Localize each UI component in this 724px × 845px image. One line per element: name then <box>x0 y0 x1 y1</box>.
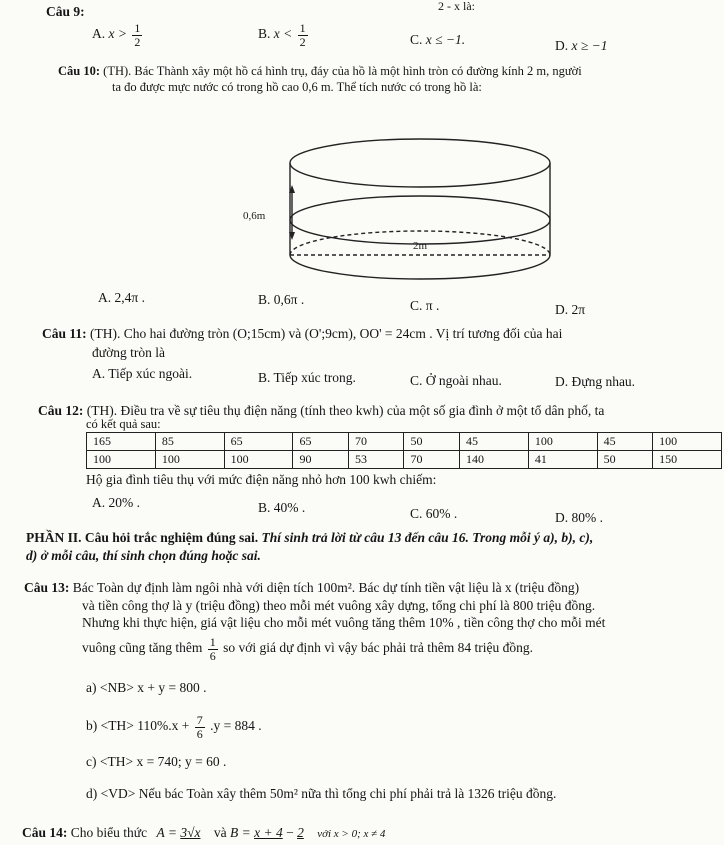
q10-option-a[interactable]: A. 2,4π . <box>98 290 145 305</box>
table-row <box>87 451 722 469</box>
q13-line1: Câu 13: Bác Toàn dự định làm ngôi nhà với diện tích 100m². Bác dự tính tiền vật liệu là x (triệu đồng) <box>24 580 580 595</box>
table-cell: 50 <box>404 433 460 451</box>
q12-line1: Câu 12: (TH). Điều tra về sự tiêu thụ điện năng (tính theo kwh) của một số gia đình ở một tổ dân phố, ta <box>38 403 605 418</box>
table-cell: 41 <box>528 451 597 469</box>
q11-option-c[interactable]: C. Ở ngoài nhau. <box>410 373 502 388</box>
table-cell: 150 <box>653 451 722 469</box>
q10-option-b[interactable]: B. 0,6π . <box>258 292 305 307</box>
table-row <box>87 433 722 451</box>
consumption-table <box>86 432 722 469</box>
table-cell: 100 <box>224 451 293 469</box>
table-cell: 70 <box>348 433 404 451</box>
height-label: 0,6m <box>243 210 266 222</box>
table-cell: 65 <box>224 433 293 451</box>
diameter-label: 2m <box>413 240 428 252</box>
q11-option-b[interactable]: B. Tiếp xúc trong. <box>258 370 356 385</box>
q11-option-a[interactable]: A. Tiếp xúc ngoài. <box>92 366 193 381</box>
table-cell: 45 <box>459 433 528 451</box>
q12-option-a[interactable]: A. 20% . <box>92 495 140 510</box>
q9-option-a[interactable]: A. x > $\frac{1}{2}$ <box>92 21 141 49</box>
table-cell: 165 <box>87 433 156 451</box>
q11-option-d[interactable]: D. Đựng nhau. <box>555 374 636 389</box>
cylinder-figure <box>235 125 585 300</box>
q11-line1: Câu 11: (TH). Cho hai đường tròn (O;15cm) và (O';9cm), OO' = 24cm . Vị trí tương đối của hai <box>42 326 563 341</box>
q10-line2: ta đo được mực nước có trong hồ cao 0,6 m. Thể tích nước có trong hồ là: <box>112 80 482 94</box>
table-cell: 100 <box>155 451 224 469</box>
table-cell: 100 <box>87 451 156 469</box>
q13-item-a[interactable]: a) <NB> x + y = 800 . <box>86 680 207 695</box>
q9-option-d[interactable]: D. x ≥ −1 <box>555 38 608 53</box>
table-cell: 90 <box>293 451 349 469</box>
q13-line3: Nhưng khi thực hiện, giá vật liệu cho mỗi mét vuông tăng thêm 10% , tiền công thợ cho mỗi mét <box>82 615 606 630</box>
q12-question: Hộ gia đình tiêu thụ với mức điện năng nhỏ hơn 100 kwh chiếm: <box>86 472 437 487</box>
q14-line: Câu 14: Cho biểu thức A = 3√x và B = x + 4 − 2 với x > 0; x ≠ 4 <box>22 825 386 840</box>
water-level-back-arc <box>290 196 550 220</box>
table-cell: 100 <box>528 433 597 451</box>
q10-line1: Câu 10: (TH). Bác Thành xây một hồ cá hình trụ, đáy của hồ là một hình tròn có đường kính 2 m, người <box>58 64 582 78</box>
table-cell: 45 <box>597 433 653 451</box>
cylinder-top-ellipse <box>290 139 550 187</box>
part2-line2: d) ở mỗi câu, thí sinh chọn đúng hoặc sai. <box>26 548 261 563</box>
table-cell: 70 <box>404 451 460 469</box>
q13-item-b[interactable]: b) <TH> 110%.x + $\frac{7}{6}$ .y = 884 . <box>86 713 262 741</box>
q9-option-c[interactable]: C. x ≤ −1. <box>410 32 466 47</box>
table-cell: 65 <box>293 433 349 451</box>
q13-line4: vuông cũng tăng thêm $\frac{1}{6}$ so với giá dự định vì vậy bác phải trả thêm 84 triệu đồng. <box>82 635 534 663</box>
q9-label: Câu 9: <box>46 4 85 19</box>
cylinder-bottom-front-arc <box>290 255 550 279</box>
table-cell: 53 <box>348 451 404 469</box>
q12-option-c[interactable]: C. 60% . <box>410 506 458 521</box>
q9-option-b[interactable]: B. x < $\frac{1}{2}$ <box>258 21 306 49</box>
q10-option-d[interactable]: D. 2π <box>555 302 586 317</box>
q11-line2: đường tròn là <box>92 345 165 360</box>
part2-heading: PHẦN II. Câu hỏi trắc nghiệm đúng sai. Thí sinh trả lời từ câu 13 đến câu 16. Trong mỗi ý a), b), c), <box>26 530 594 545</box>
table-cell: 140 <box>459 451 528 469</box>
table-cell: 100 <box>653 433 722 451</box>
q13-line2: và tiền công thợ là y (triệu đồng) theo mỗi mét vuông xây dựng, tổng chi phí là 800 triệu đồng. <box>82 598 596 613</box>
q12-option-b[interactable]: B. 40% . <box>258 500 306 515</box>
q13-item-d[interactable]: d) <VD> Nếu bác Toàn xây thêm 50m² nữa thì tổng chi phí phải trả là 1326 triệu đồng. <box>86 786 557 801</box>
q13-item-c[interactable]: c) <TH> x = 740; y = 60 . <box>86 754 227 769</box>
q9-top-fragment: 2 - x là: <box>438 0 475 13</box>
q12-line2: có kết quả sau: <box>86 417 161 431</box>
table-cell: 85 <box>155 433 224 451</box>
q10-option-c[interactable]: C. π . <box>410 298 440 313</box>
table-cell: 50 <box>597 451 653 469</box>
q12-option-d[interactable]: D. 80% . <box>555 510 603 525</box>
